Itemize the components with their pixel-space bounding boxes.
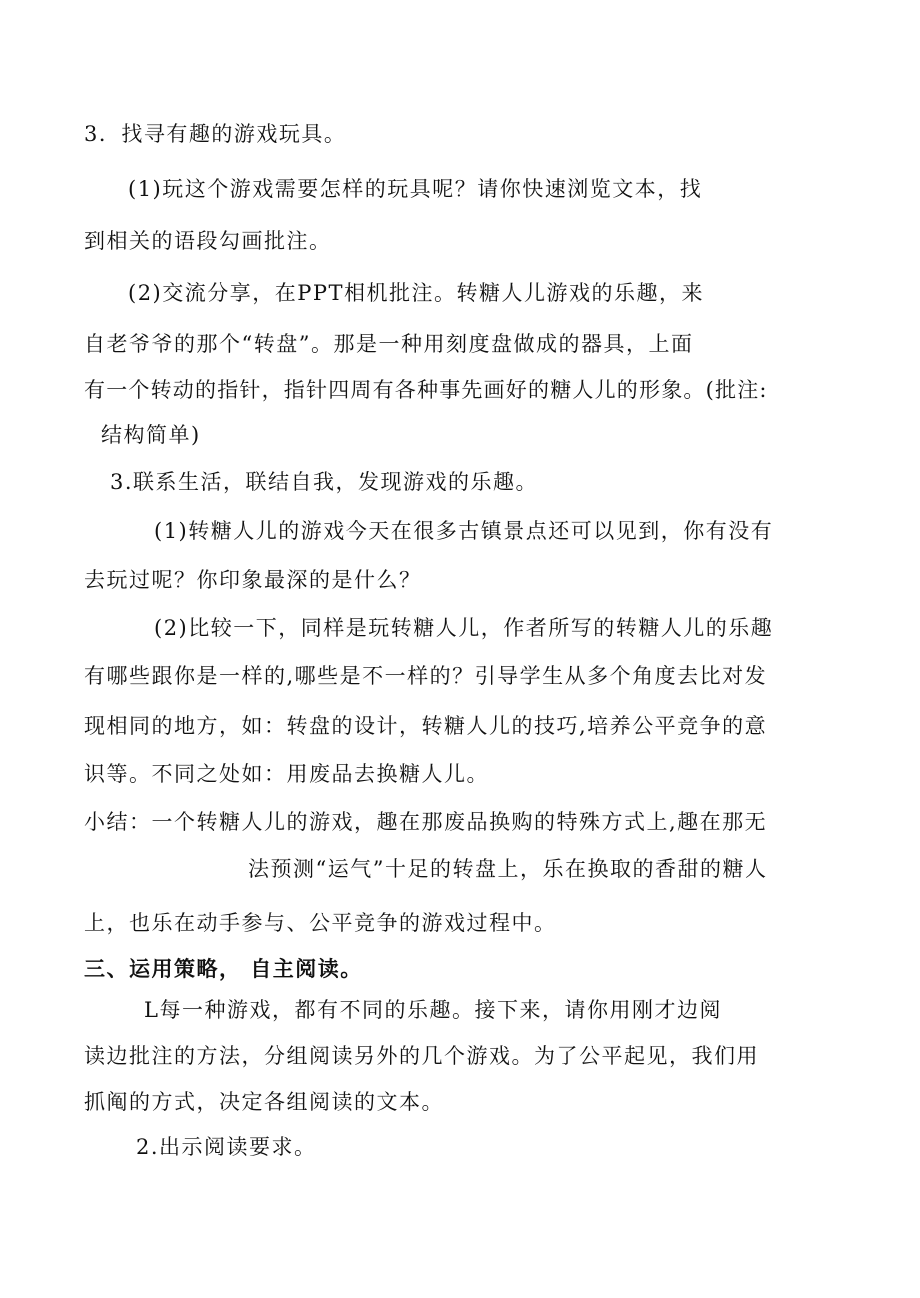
- paragraph-line: (2)交流分享，在PPT相机批注。转糖人儿游戏的乐趣，来: [128, 281, 705, 305]
- paragraph-line: 结构简单): [101, 423, 201, 447]
- paragraph-line: 读边批注的方法，分组阅读另外的几个游戏。为了公平起见，我们用: [84, 1044, 759, 1068]
- paragraph-line: 有哪些跟你是一样的,哪些是不一样的？引导学生从多个角度去比对发: [84, 664, 768, 688]
- summary-line: 小结：一个转糖人儿的游戏，趣在那废品换购的特殊方式上,趣在那无: [84, 810, 768, 834]
- paragraph-line: (1)转糖人儿的游戏今天在很多古镇景点还可以见到，你有没有: [154, 519, 774, 543]
- summary-line: 法预测“运气”十足的转盘上，乐在换取的香甜的糖人: [248, 857, 768, 881]
- paragraph-line: 识等。不同之处如：用废品去换糖人儿。: [84, 762, 489, 786]
- paragraph-line: 现相同的地方，如：转盘的设计，转糖人儿的技巧,培养公平竞争的意: [84, 714, 768, 738]
- paragraph-line: 去玩过呢？你印象最深的是什么？: [84, 568, 422, 592]
- paragraph-line: (1)玩这个游戏需要怎样的玩具呢？请你快速浏览文本，找: [128, 177, 703, 201]
- summary-line: 上，也乐在动手参与、公平竞争的游戏过程中。: [84, 911, 557, 935]
- paragraph-line: (2)比较一下，同样是玩转糖人儿，作者所写的转糖人儿的乐趣: [154, 616, 774, 640]
- paragraph-line: 到相关的语段勾画批注。: [84, 229, 332, 253]
- section-heading: 三、运用策略， 自主阅读。: [84, 957, 363, 981]
- paragraph-line: 2.出示阅读要求。: [136, 1135, 317, 1159]
- heading-connect-life: 3.联系生活，联结自我，发现游戏的乐趣。: [110, 470, 539, 494]
- paragraph-line: 自老爷爷的那个“转盘”。那是一种用刻度盘做成的器具，上面: [84, 332, 694, 356]
- paragraph-line: 有一个转动的指针，指针四周有各种事先画好的糖人儿的形象。(批注:: [84, 378, 768, 402]
- paragraph-line: 抓阄的方式，决定各组阅读的文本。: [84, 1090, 444, 1114]
- heading-find-toys: 3．找寻有趣的游戏玩具。: [84, 122, 347, 146]
- paragraph-line: L每一种游戏，都有不同的乐趣。接下来，请你用刚才边阅: [144, 998, 722, 1022]
